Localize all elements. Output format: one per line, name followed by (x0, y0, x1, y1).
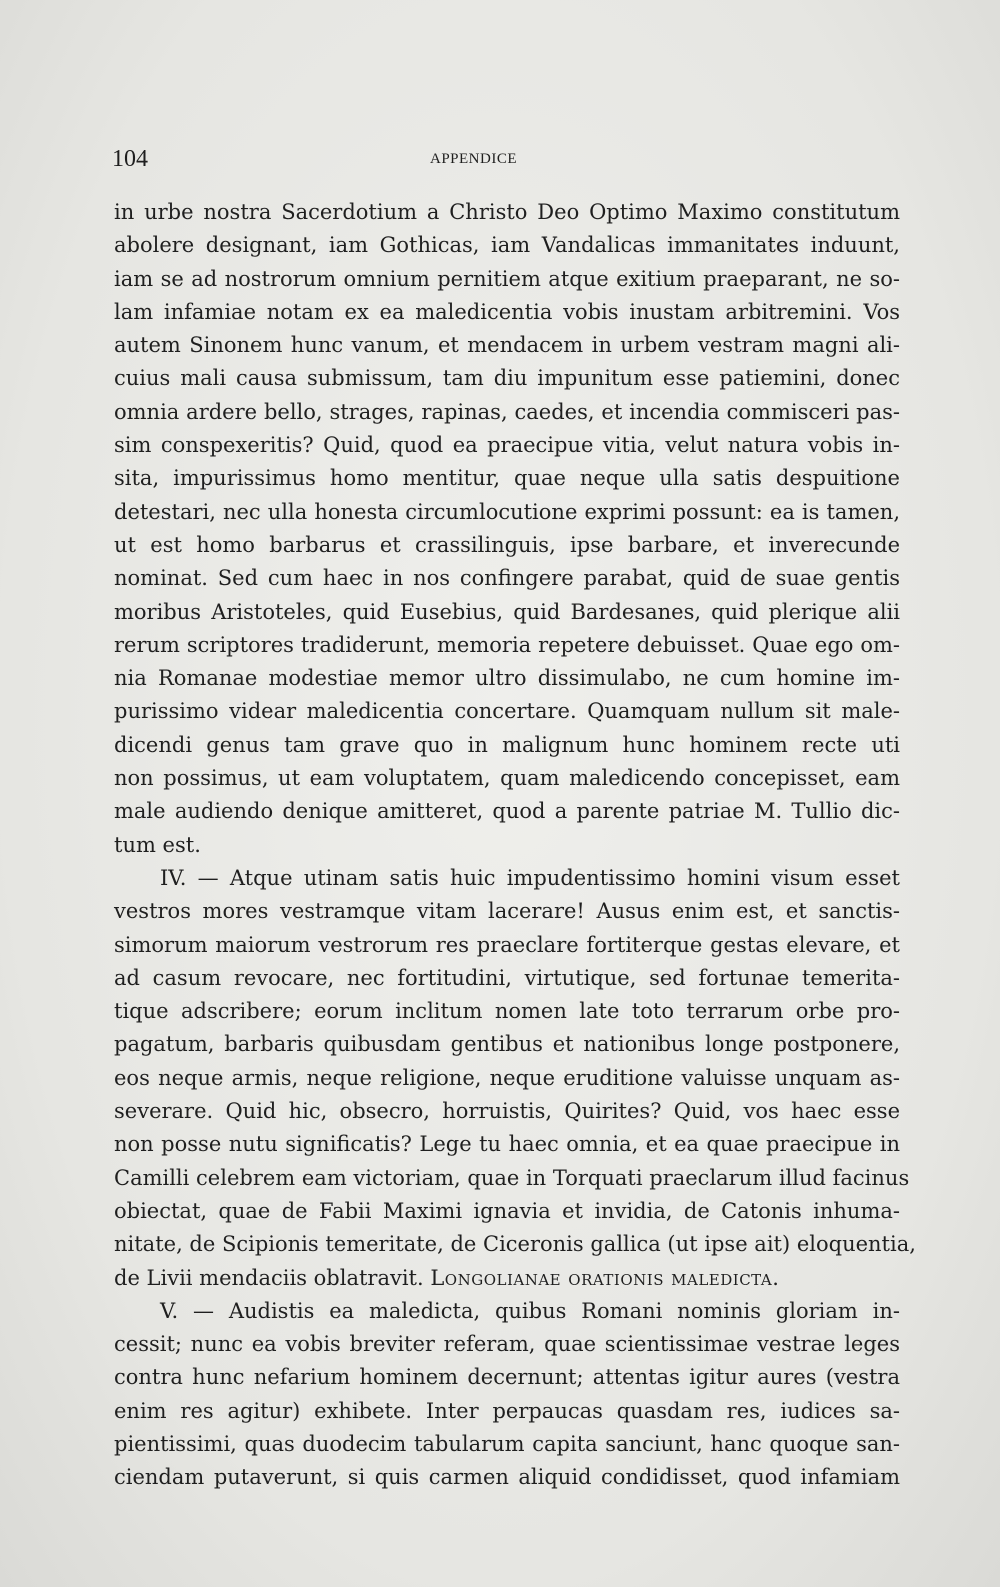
text-line: rerum scriptores tradiderunt, memoria repetere debuisset. Quae ego om- (114, 632, 900, 657)
text-line: male audiendo denique amitteret, quod a parente patriae M. Tullio dic- (114, 799, 900, 824)
text-line: lam infamiae notam ex ea maledicentia vobis inustam arbitremini. Vos (114, 299, 900, 324)
section-heading: Longolianae orationis maledicta. (430, 1265, 780, 1290)
text-line: nominat. Sed cum haec in nos confingere parabat, quid de suae gentis (114, 566, 900, 591)
text-line: IV. — Atque utinam satis huic impudentissimo homini visum esset (160, 865, 900, 890)
text-line: abolere designant, iam Gothicas, iam Vandalicas immanitates induunt, (114, 233, 900, 258)
text-line: ut est homo barbarus et crassilinguis, ipse barbare, et inverecunde (114, 532, 900, 557)
text-line: vestros mores vestramque vitam lacerare! Ausus enim est, et sanctis- (114, 899, 900, 924)
text-line: simorum maiorum vestrorum res praeclare fortiterque gestas elevare, et (114, 932, 900, 957)
text-line: nitate, de Scipionis temeritate, de Ciceronis gallica (ut ipse ait) eloquentia, (114, 1232, 916, 1257)
text-line-start: de Livii mendaciis oblatravit. (114, 1265, 424, 1290)
text-line: purissimo videar maledicentia concertare. Quamquam nullum sit male- (114, 699, 900, 724)
text-line: sim conspexeritis? Quid, quod ea praecipue vitia, velut natura vobis in- (114, 433, 900, 458)
text-line: ciendam putaverunt, si quis carmen aliquid condidisset, quod infamiam (114, 1465, 900, 1490)
text-line: pientissimi, quas duodecim tabularum capita sanciunt, hanc quoque san- (114, 1431, 900, 1456)
text-line: obiectat, quae de Fabii Maximi ignavia et invidia, de Catonis inhuma- (114, 1198, 900, 1223)
running-head-title: APPENDICE (430, 151, 518, 167)
text-line: in urbe nostra Sacerdotium a Christo Deo Optimo Maximo constitutum (114, 200, 900, 224)
text-line: eos neque armis, neque religione, neque eruditione valuisse unquam as- (114, 1065, 900, 1090)
text-line: contra hunc nefarium hominem decernunt; attentas igitur aures (vestra (114, 1365, 900, 1390)
running-head (112, 146, 902, 176)
text-line: cuius mali causa submissum, tam diu impunitum esse patiemini, donec (114, 366, 900, 391)
text-line: autem Sinonem hunc vanum, et mendacem in urbem vestram magni ali- (114, 333, 900, 358)
text-line: nia Romanae modestiae memor ultro dissimulabo, ne cum homine im- (114, 666, 900, 691)
text-line-with-heading (114, 1262, 900, 1295)
text-line: pagatum, barbaris quibusdam gentibus et nationibus longe postponere, (114, 1032, 900, 1057)
text-line: ad casum revocare, nec fortitudini, virtutique, sed fortunae temerita- (114, 965, 900, 990)
text-line: tique adscribere; eorum inclitum nomen late toto terrarum orbe pro- (114, 999, 900, 1024)
text-line: non possimus, ut eam voluptatem, quam maledicendo concepisset, eam (114, 766, 900, 791)
page-number: 104 (112, 146, 148, 172)
text-line: omnia ardere bello, strages, rapinas, caedes, et incendia commisceri pas- (114, 399, 900, 424)
body-text (114, 196, 916, 1495)
text-line: Camilli celebrem eam victoriam, quae in Torquati praeclarum illud facinus (114, 1165, 910, 1190)
text-line: non posse nutu significatis? Lege tu haec omnia, et ea quae praecipue in (114, 1132, 900, 1157)
text-line: sita, impurissimus homo mentitur, quae neque ulla satis despuitione (114, 466, 900, 491)
text-line: dicendi genus tam grave quo in malignum hunc hominem recte uti (114, 732, 900, 757)
text-line: tum est. (114, 832, 201, 857)
text-line: enim res agitur) exhibete. Inter perpaucas quasdam res, iudices sa- (114, 1398, 900, 1423)
text-line: iam se ad nostrorum omnium pernitiem atque exitium praeparant, ne so- (114, 266, 900, 291)
text-line: severare. Quid hic, obsecro, horruistis, Quirites? Quid, vos haec esse (114, 1099, 900, 1124)
text-line: V. — Audistis ea maledicta, quibus Romani nominis gloriam in- (160, 1298, 900, 1323)
text-line: cessit; nunc ea vobis breviter referam, quae scientissimae vestrae leges (114, 1332, 900, 1357)
text-line: moribus Aristoteles, quid Eusebius, quid Bardesanes, quid plerique alii (114, 599, 900, 624)
text-line: detestari, nec ulla honesta circumlocutione exprimi possunt: ea is tamen, (114, 499, 900, 524)
